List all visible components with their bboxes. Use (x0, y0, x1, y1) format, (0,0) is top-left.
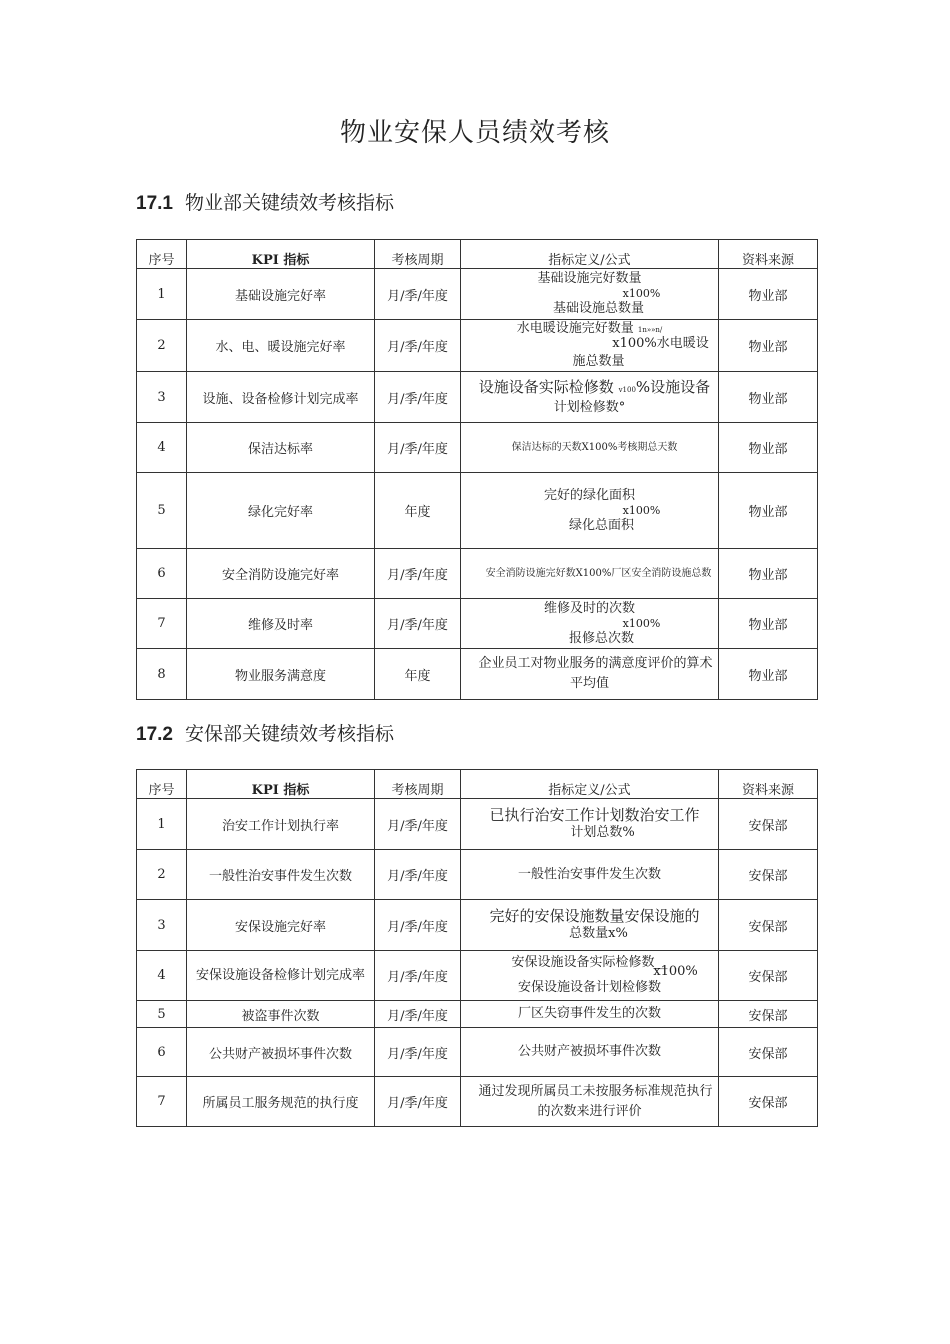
kpi-name: 绿化完好率 (187, 473, 375, 549)
section-heading-security (136, 719, 394, 746)
formula: 保洁达标的天数X100%考核期总天数 (461, 423, 719, 473)
table-row (137, 951, 818, 1001)
period: 月/季/年度 (375, 1001, 461, 1028)
kpi-name: 设施、设备检修计划完成率 (187, 372, 375, 423)
kpi-name: 安保设施设备检修计划完成率 (187, 951, 375, 1001)
section-number: 17.1 (136, 193, 173, 214)
source: 安保部 (719, 799, 818, 850)
source: 安保部 (719, 850, 818, 900)
header-kpi: KPI 指标 (187, 240, 375, 269)
section-heading-property (136, 188, 394, 215)
table-header-row (137, 770, 818, 799)
source: 物业部 (719, 320, 818, 372)
source: 安保部 (719, 900, 818, 951)
kpi-name: 被盗事件次数 (187, 1001, 375, 1028)
source: 物业部 (719, 599, 818, 649)
table-row (137, 549, 818, 599)
period: 月/季/年度 (375, 1077, 461, 1127)
table-row (137, 799, 818, 850)
period: 月/季/年度 (375, 423, 461, 473)
kpi-name: 维修及时率 (187, 599, 375, 649)
period: 月/季/年度 (375, 549, 461, 599)
header-kpi: KPI 指标 (187, 770, 375, 799)
row-number: 8 (137, 649, 187, 700)
table-row (137, 372, 818, 423)
source: 安保部 (719, 1001, 818, 1028)
section-title: 安保部关键绩效考核指标 (184, 723, 394, 745)
formula: 完好的绿化面积 x100% 绿化总面积 (461, 473, 719, 549)
period: 年度 (375, 649, 461, 700)
kpi-name: 保洁达标率 (187, 423, 375, 473)
source: 物业部 (719, 372, 818, 423)
table-row (137, 599, 818, 649)
table-row (137, 320, 818, 372)
period: 年度 (375, 473, 461, 549)
header-no: 序号 (137, 770, 187, 799)
table-header-row (137, 240, 818, 269)
source: 安保部 (719, 1028, 818, 1077)
source: 安保部 (719, 1077, 818, 1127)
row-number: 3 (137, 900, 187, 951)
kpi-name: 治安工作计划执行率 (187, 799, 375, 850)
period: 月/季/年度 (375, 269, 461, 320)
period: 月/季/年度 (375, 900, 461, 951)
kpi-name: 一般性治安事件发生次数 (187, 850, 375, 900)
row-number: 1 (137, 269, 187, 320)
period: 月/季/年度 (375, 599, 461, 649)
property-kpi-table (136, 239, 818, 700)
formula: 维修及时的次数 x100% 报修总次数 (461, 599, 719, 649)
kpi-name: 物业服务满意度 (187, 649, 375, 700)
kpi-name: 基础设施完好率 (187, 269, 375, 320)
kpi-name: 水、电、暖设施完好率 (187, 320, 375, 372)
formula: 一般性治安事件发生次数 (461, 850, 719, 900)
source: 物业部 (719, 549, 818, 599)
table-row (137, 649, 818, 700)
source: 物业部 (719, 269, 818, 320)
table-row (137, 1001, 818, 1028)
formula: 安保设施设备实际检修数__ x100% 安保设施设备计划检修数 (461, 951, 719, 1001)
row-number: 7 (137, 599, 187, 649)
row-number: 3 (137, 372, 187, 423)
formula: 厂区失窃事件发生的次数 (461, 1001, 719, 1028)
security-kpi-table (136, 769, 818, 1127)
table-row (137, 269, 818, 320)
header-period: 考核周期 (375, 240, 461, 269)
period: 月/季/年度 (375, 951, 461, 1001)
table-row (137, 1028, 818, 1077)
source: 物业部 (719, 473, 818, 549)
page-title: 物业安保人员绩效考核 (339, 118, 610, 148)
source: 物业部 (719, 649, 818, 700)
section-number: 17.2 (136, 724, 173, 745)
formula: 公共财产被损坏事件次数 (461, 1028, 719, 1077)
period: 月/季/年度 (375, 799, 461, 850)
row-number: 6 (137, 549, 187, 599)
table-row (137, 423, 818, 473)
period: 月/季/年度 (375, 372, 461, 423)
source: 物业部 (719, 423, 818, 473)
header-no: 序号 (137, 240, 187, 269)
formula: 通过发现所属员工未按服务标准规范执行的次数来进行评价 (461, 1077, 719, 1127)
kpi-name: 公共财产被损坏事件次数 (187, 1028, 375, 1077)
formula: 设施设备实际检修数 v100%设施设备 计划检修数° (461, 372, 719, 423)
kpi-name: 安全消防设施完好率 (187, 549, 375, 599)
formula: 完好的安保设施数量安保设施的 总数量x% (461, 900, 719, 951)
row-number: 1 (137, 799, 187, 850)
table-row (137, 473, 818, 549)
formula: 基础设施完好数量 x100% 基础设施总数量 (461, 269, 719, 320)
header-definition: 指标定义/公式 (461, 240, 719, 269)
header-period: 考核周期 (375, 770, 461, 799)
period: 月/季/年度 (375, 320, 461, 372)
header-definition: 指标定义/公式 (461, 770, 719, 799)
row-number: 6 (137, 1028, 187, 1077)
period: 月/季/年度 (375, 850, 461, 900)
row-number: 7 (137, 1077, 187, 1127)
row-number: 4 (137, 951, 187, 1001)
formula: 安全消防设施完好数X100%厂区安全消防设施总数 (461, 549, 719, 599)
header-source: 资料来源 (719, 240, 818, 269)
period: 月/季/年度 (375, 1028, 461, 1077)
row-number: 4 (137, 423, 187, 473)
table-row (137, 1077, 818, 1127)
formula: 已执行治安工作计划数治安工作 计划总数% (461, 799, 719, 850)
source: 安保部 (719, 951, 818, 1001)
row-number: 2 (137, 320, 187, 372)
table-row (137, 900, 818, 951)
kpi-name: 安保设施完好率 (187, 900, 375, 951)
header-source: 资料来源 (719, 770, 818, 799)
row-number: 2 (137, 850, 187, 900)
formula: 水电暖设施完好数量 1n»»n/ x100%水电暖设 施总数量 (461, 320, 719, 372)
kpi-name: 所属员工服务规范的执行度 (187, 1077, 375, 1127)
row-number: 5 (137, 473, 187, 549)
table-row (137, 850, 818, 900)
section-title: 物业部关键绩效考核指标 (184, 192, 394, 214)
row-number: 5 (137, 1001, 187, 1028)
formula: 企业员工对物业服务的满意度评价的算术平均值 (461, 649, 719, 700)
